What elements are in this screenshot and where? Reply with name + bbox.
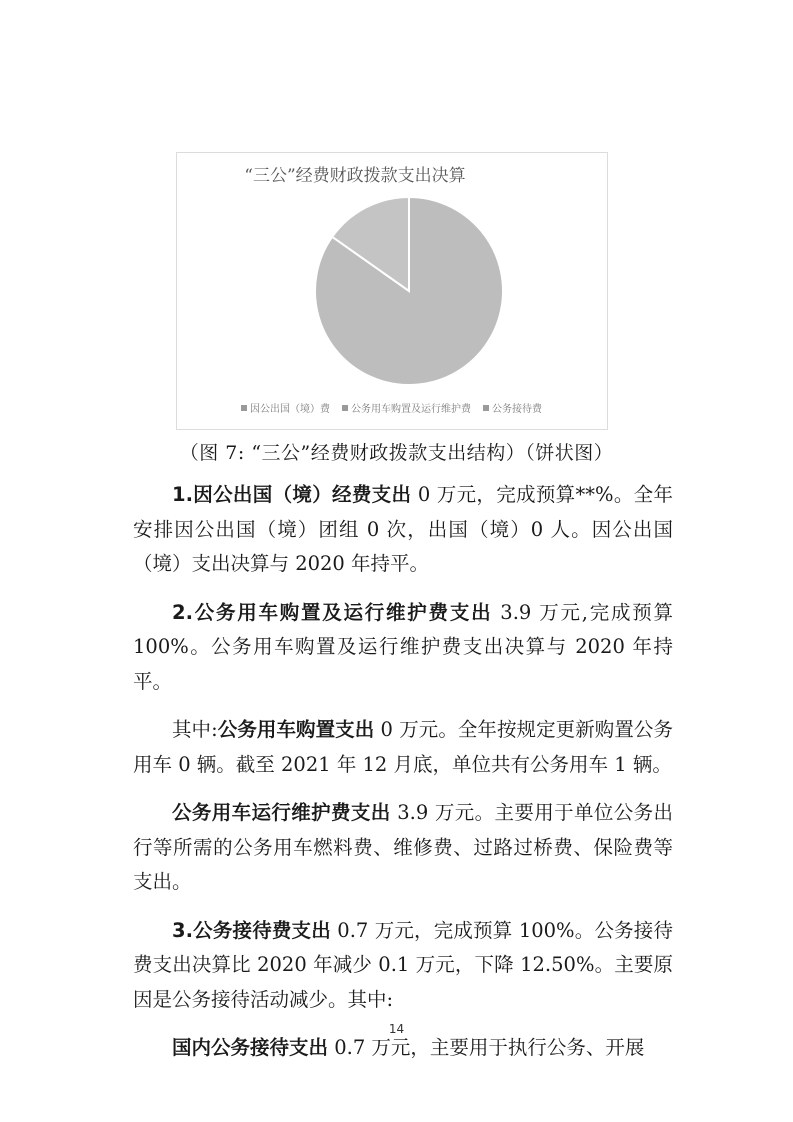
heading-reception-expense: 3.公务接待费支出 bbox=[172, 918, 331, 942]
heading-overseas-expense: 1.因公出国（境）经费支出 bbox=[172, 483, 412, 506]
figure-caption: （图 7: “三公”经费财政拨款支出结构）（饼状图） bbox=[179, 442, 614, 464]
paragraph-6-text: 0.7 万元，主要用于执行公务、开展 bbox=[328, 1036, 645, 1059]
paragraph-4 bbox=[133, 796, 673, 900]
legend-label-2: 公务用车购置及运行维护费 bbox=[351, 404, 471, 415]
paragraph-1 bbox=[133, 478, 673, 582]
paragraph-3-text: 0 万元。全年按规定更新购置公务用车 0 辆。截至 2021 年 12 月底，单位共有公务用车 1 辆。 bbox=[133, 718, 673, 776]
pie-chart bbox=[176, 152, 608, 430]
page-number: 14 bbox=[388, 1022, 405, 1036]
paragraph-5 bbox=[133, 914, 673, 1018]
legend-marker-1 bbox=[241, 405, 247, 411]
legend-marker-3 bbox=[483, 405, 489, 411]
chart-title: “三公”经费财政拨款支出决算 bbox=[244, 166, 466, 186]
paragraph-2 bbox=[133, 596, 673, 700]
heading-vehicle-expense: 2.公务用车购置及运行维护费支出 bbox=[172, 600, 493, 624]
paragraph-3-lead: 其中: bbox=[172, 718, 218, 741]
heading-domestic-reception: 国内公务接待支出 bbox=[172, 1036, 329, 1059]
paragraph-2-text: 3.9 万元,完成预算 100%。公务用车购置及运行维护费支出决算与 2020 年持平。 bbox=[133, 600, 673, 693]
legend-label-1: 因公出国（境）费 bbox=[250, 404, 330, 415]
heading-vehicle-maintenance: 公务用车运行维护费支出 bbox=[172, 801, 391, 824]
paragraph-5-text: 0.7 万元，完成预算 100%。公务接待费支出决算比 2020 年减少 0.1 万元，下降 12.50%。主要原因是公务接待活动减少。其中: bbox=[133, 918, 673, 1011]
heading-vehicle-purchase: 公务用车购置支出 bbox=[217, 718, 375, 741]
paragraph-4-text: 3.9 万元。主要用于单位公务出行等所需的公务用车燃料费、维修费、过路过桥费、保险费等支出。 bbox=[133, 801, 673, 893]
paragraph-1-text: 0 万元，完成预算**%。全年安排因公出国（境）团组 0 次，出国（境）0 人。因公出国（境）支出决算与 2020 年持平。 bbox=[133, 483, 673, 575]
paragraph-3 bbox=[133, 713, 673, 782]
legend-marker-2 bbox=[342, 405, 348, 411]
pie-chart-svg bbox=[177, 153, 609, 431]
legend-label-3: 公务接待费 bbox=[492, 404, 542, 415]
paragraph-6 bbox=[133, 1031, 673, 1066]
body-text bbox=[133, 478, 673, 1066]
